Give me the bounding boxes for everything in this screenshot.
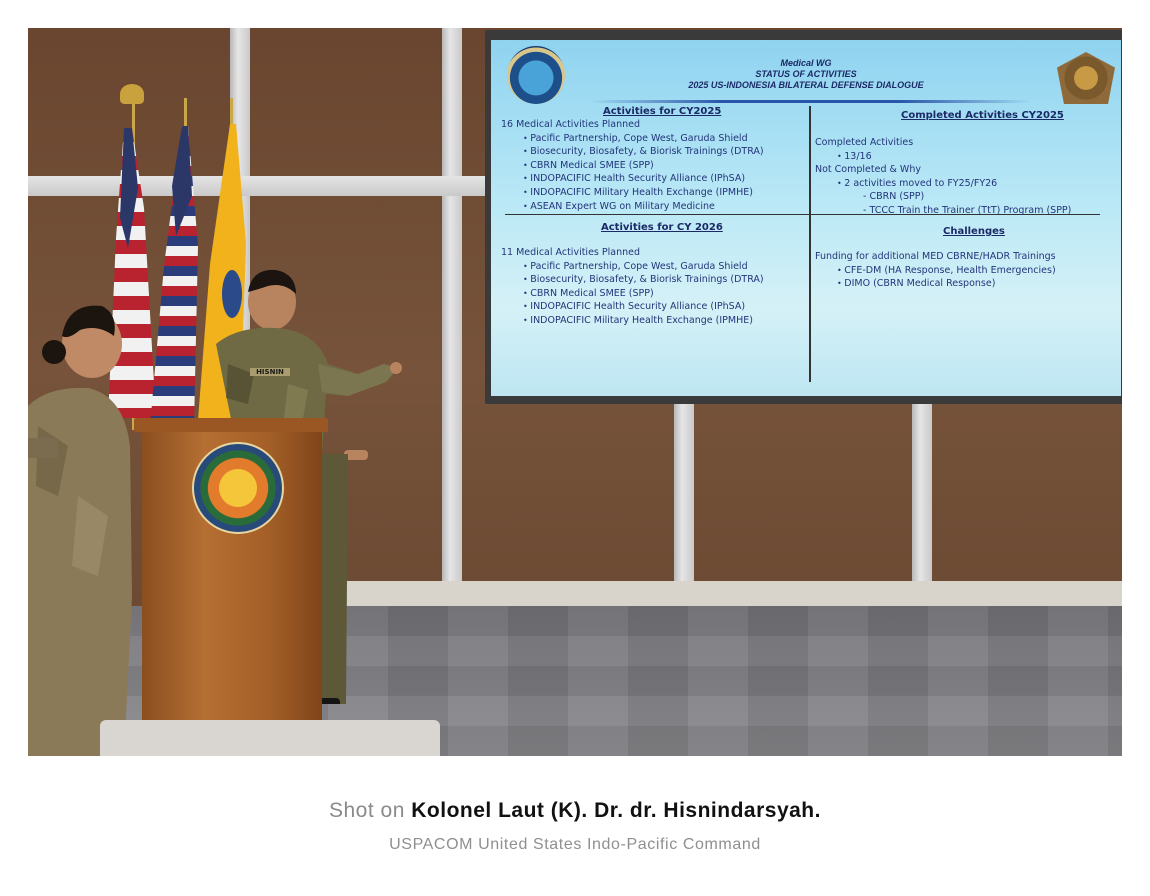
q2-line: Completed Activities [815, 137, 914, 148]
q4-intro: Funding for additional MED CBRNE/HADR Trainings [815, 251, 1056, 262]
slide-title-1: Medical WG [780, 58, 832, 68]
quadrant-divider-v [809, 106, 811, 382]
slide-title-2: STATUS OF ACTIVITIES [755, 69, 857, 79]
slide [491, 40, 1121, 396]
list-item: • Biosecurity, Biosafety, & Biorisk Trainings (DTRA) [501, 145, 764, 159]
photo-caption [0, 799, 1150, 823]
q3-title: Activities for CY 2026 [601, 222, 723, 233]
q2-title: Completed Activities CY2025 [901, 110, 1064, 121]
projection-screen [485, 30, 1122, 404]
caption-prefix: Shot on [329, 799, 405, 822]
foreground-table [100, 720, 440, 756]
list-item: • INDOPACIFIC Military Health Exchange (IPMHE) [501, 186, 764, 200]
q2-line: Not Completed & Why [815, 164, 921, 176]
list-item: • DIMO (CBRN Medical Response) [815, 277, 1056, 291]
caption-source: USPACOM United States Indo-Pacific Command [389, 836, 761, 853]
q1-intro: 16 Medical Activities Planned [501, 119, 640, 130]
wall-rail [28, 176, 488, 196]
event-photo [28, 28, 1122, 756]
wall-trim [442, 28, 462, 618]
slide-title-3: 2025 US-INDONESIA BILATERAL DEFENSE DIALOGUE [688, 80, 924, 90]
list-item: • CBRN Medical SMEE (SPP) [501, 159, 764, 173]
q1-list [501, 118, 764, 213]
list-item: • ASEAN Expert WG on Military Medicine [501, 200, 764, 214]
list-item: • CBRN Medical SMEE (SPP) [501, 287, 764, 301]
list-item: • Pacific Partnership, Cope West, Garuda Shield [501, 260, 764, 274]
list-item: • INDOPACIFIC Health Security Alliance (IPhSA) [501, 172, 764, 186]
q3-intro: 11 Medical Activities Planned [501, 247, 640, 258]
slide-header [491, 58, 1121, 91]
eagle-finial-icon [120, 84, 144, 104]
list-item: • INDOPACIFIC Military Health Exchange (IPMHE) [501, 314, 764, 328]
caption-photographer: Kolonel Laut (K). Dr. dr. Hisnindarsyah. [411, 799, 821, 822]
name-tag: HISNIN [250, 368, 290, 376]
q4-list [815, 250, 1056, 291]
podium-top [134, 418, 328, 432]
list-item: • Biosecurity, Biosafety, & Biorisk Trainings (DTRA) [501, 273, 764, 287]
list-item: • Pacific Partnership, Cope West, Garuda Shield [501, 132, 764, 146]
list-item: • INDOPACIFIC Health Security Alliance (IPhSA) [501, 300, 764, 314]
list-item: - TCCC Train the Trainer (TtT) Program (SPP) [863, 204, 1072, 216]
podium-seal-icon [192, 442, 284, 534]
list-item: • CFE-DM (HA Response, Health Emergencies) [815, 264, 1056, 278]
baseboard [318, 581, 1122, 607]
q4-title: Challenges [943, 226, 1005, 237]
q2-list [815, 136, 1071, 218]
list-item: - CBRN (SPP) [863, 191, 925, 203]
person-soldier-left [28, 296, 138, 756]
q2-reason: • 2 activities moved to FY25/FY26 [815, 177, 1071, 191]
header-rule [591, 100, 1031, 103]
q3-list [501, 246, 764, 328]
q1-title: Activities for CY2025 [603, 106, 722, 117]
q2-count: • 13/16 [815, 150, 1071, 164]
